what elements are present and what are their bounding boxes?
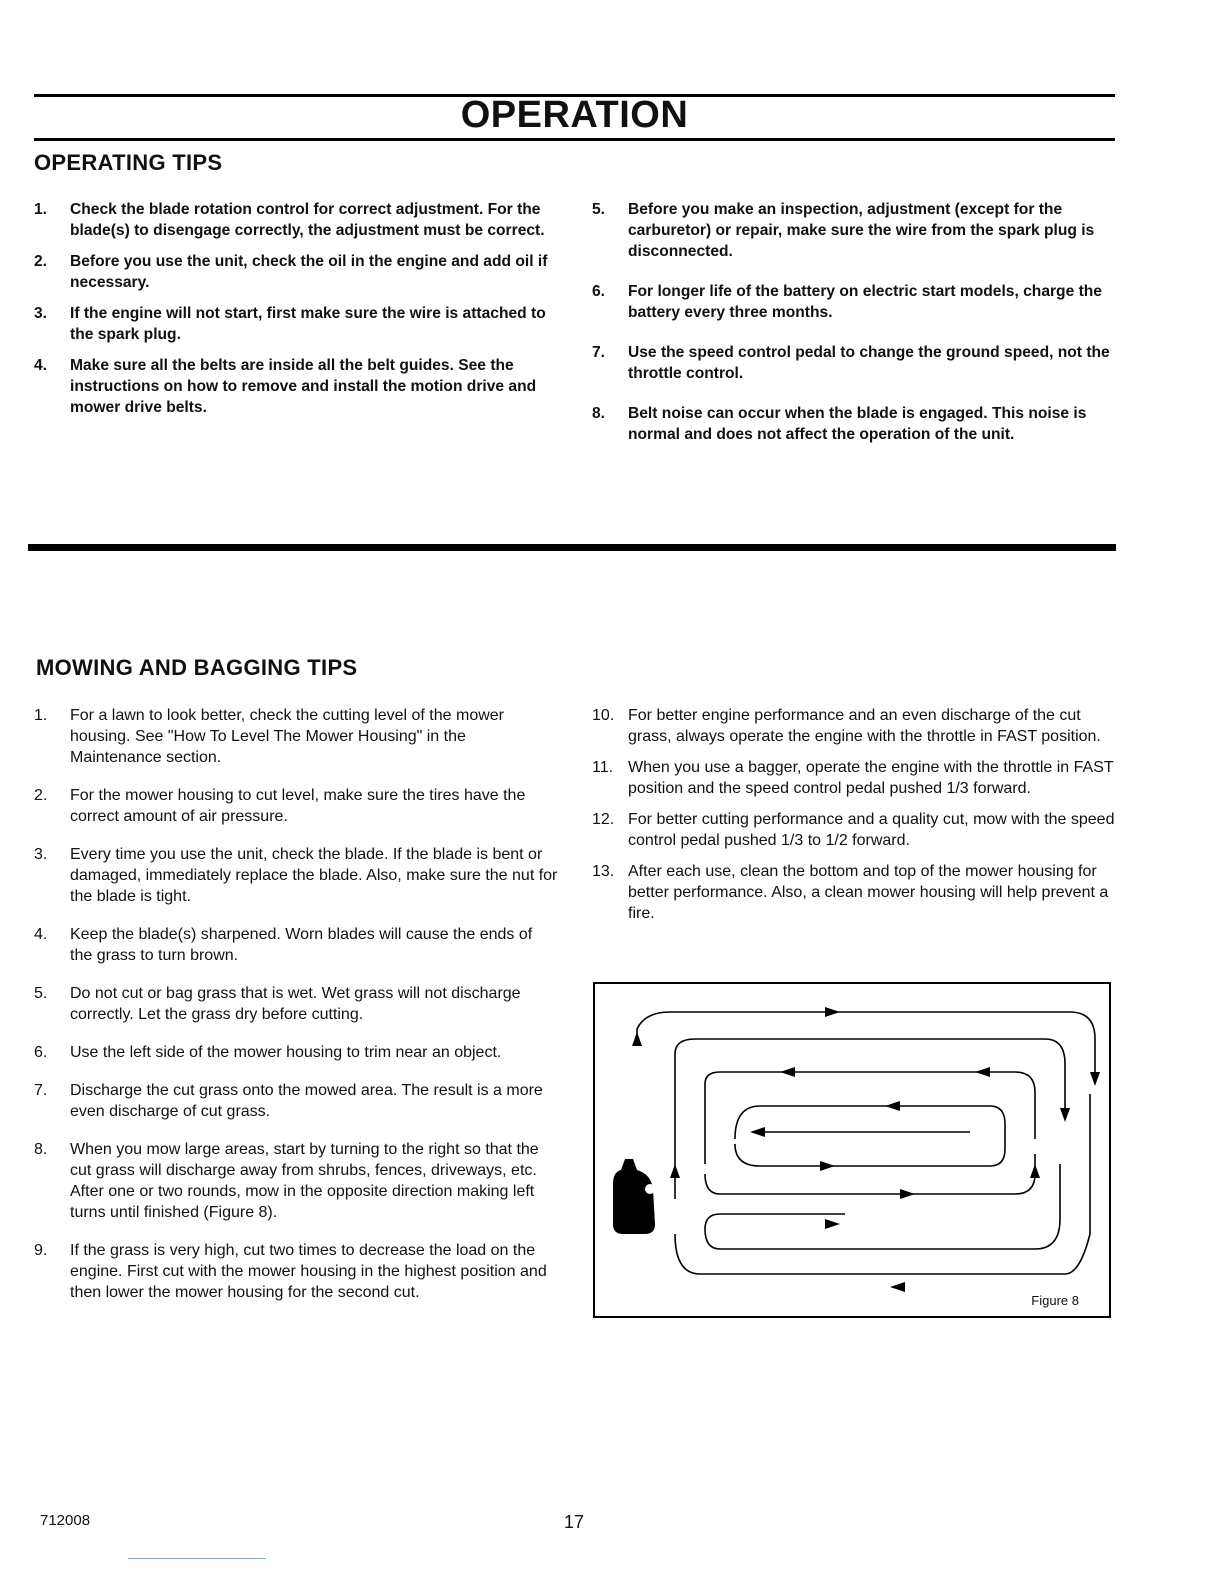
item-number: 5. bbox=[34, 985, 48, 1002]
item-text: If the grass is very high, cut two times to decrease the load on the engine. First cut with the mower housing in the highest position and then lower the mower housing for the second cut. bbox=[70, 1242, 547, 1301]
mowing-pattern-diagram bbox=[595, 984, 1108, 1315]
operating-tip-item bbox=[34, 251, 558, 293]
mowing-tips-heading: MOWING AND BAGGING TIPS bbox=[36, 655, 358, 680]
item-text: If the engine will not start, first make sure the wire is attached to the spark plug. bbox=[70, 305, 546, 343]
item-number: 3. bbox=[34, 305, 48, 322]
section-divider bbox=[28, 544, 1116, 551]
operating-tip-item bbox=[592, 403, 1116, 445]
operating-tip-item bbox=[34, 199, 558, 241]
item-text: When you use a bagger, operate the engine with the throttle in FAST position and the speed control pedal pushed 1/3 forward. bbox=[628, 759, 1114, 797]
operating-tips-right-list bbox=[592, 199, 1116, 464]
item-number: 7. bbox=[592, 344, 606, 361]
mowing-tip-item bbox=[34, 1139, 558, 1223]
mowing-tip-item bbox=[34, 1240, 558, 1303]
item-number: 9. bbox=[34, 1242, 48, 1259]
item-text: For better engine performance and an even discharge of the cut grass, always operate the engine with the throttle in FAST position. bbox=[628, 707, 1101, 745]
item-text: When you mow large areas, start by turning to the right so that the cut grass will discharge away from shrubs, fences, driveways, etc. After one or two rounds, mow in the opposite direction making left turns until finished (Figure 8). bbox=[70, 1141, 539, 1221]
link-underline bbox=[128, 1558, 266, 1559]
item-number: 2. bbox=[34, 253, 48, 270]
operating-tip-item bbox=[592, 281, 1116, 323]
operating-tip-item bbox=[592, 342, 1116, 384]
item-text: Discharge the cut grass onto the mowed area. The result is a more even discharge of cut grass. bbox=[70, 1082, 543, 1120]
item-number: 3. bbox=[34, 846, 48, 863]
operating-tips-heading: OPERATING TIPS bbox=[34, 150, 223, 175]
operating-tip-item bbox=[34, 303, 558, 345]
item-text: For a lawn to look better, check the cutting level of the mower housing. See "How To Level The Mower Housing" in the Maintenance section. bbox=[70, 707, 504, 766]
item-number: 11. bbox=[592, 759, 614, 776]
item-number: 8. bbox=[34, 1141, 48, 1158]
item-text: Use the speed control pedal to change the ground speed, not the throttle control. bbox=[628, 344, 1110, 382]
title-underline bbox=[34, 138, 1115, 141]
item-text: Use the left side of the mower housing to trim near an object. bbox=[70, 1044, 502, 1061]
item-number: 10. bbox=[592, 707, 615, 724]
operating-tip-item bbox=[592, 199, 1116, 262]
page-title: OPERATION bbox=[460, 94, 689, 136]
mowing-tip-item bbox=[34, 844, 558, 907]
riding-mower-icon bbox=[613, 1159, 655, 1234]
item-text: Do not cut or bag grass that is wet. Wet grass will not discharge correctly. Let the grass dry before cutting. bbox=[70, 985, 521, 1023]
item-text: Keep the blade(s) sharpened. Worn blades will cause the ends of the grass to turn brown. bbox=[70, 926, 533, 964]
item-number: 1. bbox=[34, 201, 48, 218]
operating-tip-item bbox=[34, 355, 558, 418]
item-number: 5. bbox=[592, 201, 606, 218]
mowing-tip-item bbox=[34, 1042, 558, 1063]
item-text: Make sure all the belts are inside all the belt guides. See the instructions on how to remove and install the motion drive and mower drive belts. bbox=[70, 357, 537, 416]
page-number: 17 bbox=[564, 1512, 585, 1532]
mowing-tip-item bbox=[34, 1080, 558, 1122]
item-number: 7. bbox=[34, 1082, 48, 1099]
operating-tips-left-list bbox=[34, 199, 558, 428]
item-number: 4. bbox=[34, 357, 48, 374]
item-text: Every time you use the unit, check the blade. If the blade is bent or damaged, immediately replace the blade. Also, make sure the nut for the blade is tight. bbox=[70, 846, 558, 905]
mowing-tips-right-list bbox=[592, 705, 1116, 934]
item-number: 12. bbox=[592, 811, 615, 828]
item-number: 8. bbox=[592, 405, 606, 422]
item-number: 1. bbox=[34, 707, 48, 724]
figure-label: Figure 8 bbox=[1031, 1293, 1079, 1308]
item-number: 13. bbox=[592, 863, 615, 880]
item-text: Check the blade rotation control for correct adjustment. For the blade(s) to disengage correctly, the adjustment must be correct. bbox=[70, 201, 545, 239]
mowing-tip-item bbox=[592, 861, 1116, 924]
document-number: 712008 bbox=[40, 1512, 91, 1529]
item-number: 4. bbox=[34, 926, 48, 943]
mowing-tip-item bbox=[34, 785, 558, 827]
item-number: 2. bbox=[34, 787, 48, 804]
item-number: 6. bbox=[34, 1044, 48, 1061]
mowing-tip-item bbox=[34, 983, 558, 1025]
mowing-tip-item bbox=[592, 757, 1116, 799]
mowing-tip-item bbox=[592, 705, 1116, 747]
item-text: Before you use the unit, check the oil in the engine and add oil if necessary. bbox=[70, 253, 548, 291]
item-text: For the mower housing to cut level, make sure the tires have the correct amount of air pressure. bbox=[70, 787, 526, 825]
item-text: For better cutting performance and a quality cut, mow with the speed control pedal pushed 1/3 to 1/2 forward. bbox=[628, 811, 1115, 849]
item-text: Before you make an inspection, adjustment (except for the carburetor) or repair, make sure the wire from the spark plug is disconnected. bbox=[628, 201, 1095, 260]
mowing-tip-item bbox=[592, 809, 1116, 851]
mowing-tip-item bbox=[34, 705, 558, 768]
mowing-tip-item bbox=[34, 924, 558, 966]
mowing-tips-left-list bbox=[34, 705, 558, 1320]
item-text: After each use, clean the bottom and top of the mower housing for better performance. Also, a clean mower housing will help prevent a fire. bbox=[628, 863, 1109, 922]
item-text: Belt noise can occur when the blade is engaged. This noise is normal and does not affect the operation of the unit. bbox=[628, 405, 1087, 443]
item-text: For longer life of the battery on electric start models, charge the battery every three months. bbox=[628, 283, 1102, 321]
figure-8-mowing-pattern bbox=[593, 982, 1111, 1318]
item-number: 6. bbox=[592, 283, 606, 300]
